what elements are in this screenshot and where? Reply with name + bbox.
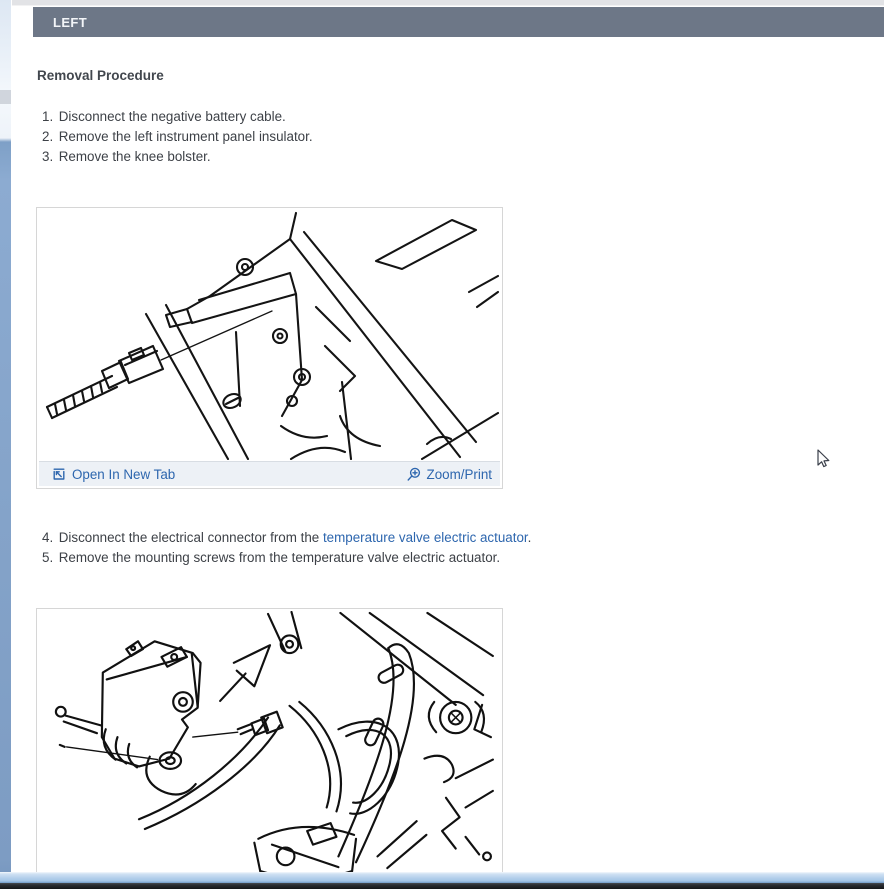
procedure-steps-4-5	[42, 528, 531, 568]
step-item-4	[42, 528, 531, 548]
step-item-5	[42, 548, 531, 568]
section-header-left	[33, 7, 884, 37]
open-in-new-tab-link[interactable]	[52, 467, 175, 482]
line-art-dash-panel	[39, 210, 500, 460]
procedure-steps-1-3	[42, 107, 313, 167]
window-edge-bottom	[0, 872, 884, 883]
zoom-print-label: Zoom/Print	[426, 466, 492, 482]
removal-procedure-heading: Removal Procedure	[37, 68, 164, 83]
step-text-period: .	[527, 530, 532, 545]
zoom-print-link[interactable]	[406, 467, 492, 482]
zoom-plus-icon	[406, 467, 421, 482]
step-number: 5.	[42, 550, 54, 565]
open-in-new-tab-icon	[52, 467, 66, 481]
step-text: Remove the mounting screws from the temperature valve electric actuator.	[58, 550, 501, 565]
temperature-valve-actuator-link[interactable]: temperature valve electric actuator	[322, 530, 528, 545]
step-number: 1.	[42, 109, 54, 124]
open-in-new-tab-label: Open In New Tab	[72, 466, 176, 482]
step-item-2	[42, 127, 313, 147]
line-art-actuator	[39, 611, 500, 873]
window-edge-left	[0, 0, 11, 889]
figure-toolbar	[39, 461, 500, 486]
window-edge-top	[12, 0, 884, 6]
step-number: 4.	[42, 530, 54, 545]
figure1-diagram	[39, 210, 500, 460]
step-item-3	[42, 147, 313, 167]
figure-box-actuator-location	[36, 207, 503, 489]
step-number: 3.	[42, 149, 54, 164]
step-text: Remove the knee bolster.	[58, 149, 211, 164]
mouse-cursor	[817, 449, 833, 469]
figure-box-actuator-screws	[36, 608, 503, 889]
taskbar-edge	[0, 883, 884, 889]
step-text: Disconnect the negative battery cable.	[58, 109, 286, 124]
step-number: 2.	[42, 129, 54, 144]
window-edge-smudge	[0, 90, 11, 104]
step-text: Remove the left instrument panel insulator.	[58, 129, 313, 144]
section-title: LEFT	[53, 14, 88, 30]
figure2-diagram	[39, 611, 500, 873]
step-item-1	[42, 107, 313, 127]
step-text: Disconnect the electrical connector from the	[58, 530, 323, 545]
